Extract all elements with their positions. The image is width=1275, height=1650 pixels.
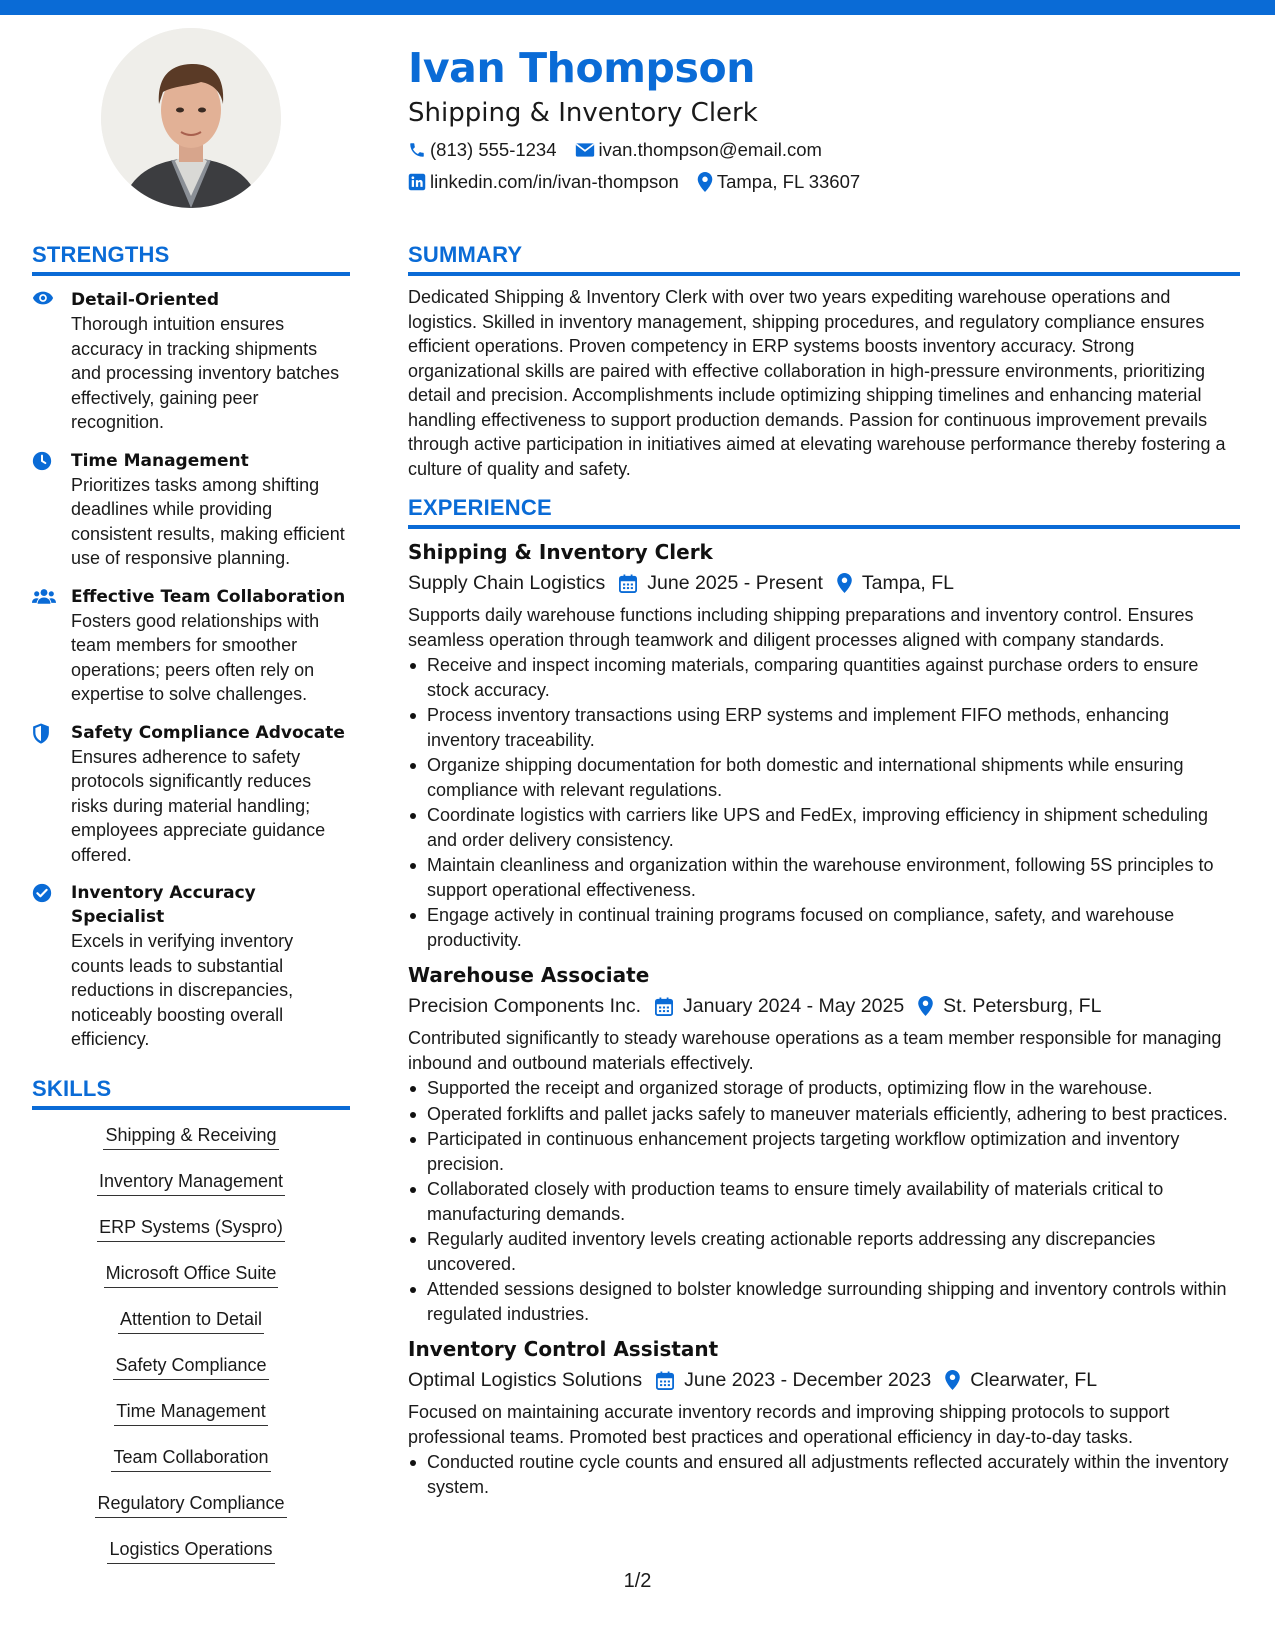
skill-item: Team Collaboration — [111, 1444, 270, 1472]
job-location: Clearwater, FL — [970, 1369, 1098, 1391]
map-pin-icon — [837, 573, 852, 593]
job-location-item — [837, 567, 954, 599]
map-pin-icon — [697, 172, 713, 192]
clock-icon — [32, 451, 52, 471]
strength-item — [32, 449, 350, 571]
map-pin-icon — [945, 1370, 960, 1390]
bullet-item: Regularly audited inventory levels creating actionable reports addressing any discrepancies uncovered. — [408, 1227, 1240, 1276]
job-title: Warehouse Associate — [408, 963, 650, 987]
strength-item — [32, 721, 350, 868]
job-location-item — [918, 990, 1101, 1022]
strength-title: Safety Compliance Advocate — [71, 722, 345, 743]
skill-item: ERP Systems (Syspro) — [97, 1214, 285, 1242]
strength-item — [32, 288, 350, 435]
candidate-title: Shipping & Inventory Clerk — [408, 98, 758, 128]
bullet-item: Conducted routine cycle counts and ensured all adjustments reflected accurately within the inventory system. — [408, 1450, 1240, 1499]
dates-item — [656, 1364, 931, 1396]
strength-desc: Ensures adherence to safety protocols significantly reduces risks during material handling; employees appreciate guidance offered. — [71, 746, 326, 865]
job-title: Inventory Control Assistant — [408, 1337, 719, 1361]
skill-item: Microsoft Office Suite — [104, 1260, 279, 1288]
strengths-heading: STRENGTHS — [32, 240, 350, 276]
top-accent-bar — [0, 0, 1275, 15]
experience-heading: EXPERIENCE — [408, 493, 1240, 529]
linkedin-icon — [408, 173, 426, 191]
calendar-icon — [655, 997, 673, 1016]
phone-item — [408, 139, 557, 161]
phone-icon — [408, 141, 426, 159]
job-entry — [408, 1334, 1240, 1499]
candidate-name: Ivan Thompson — [408, 44, 756, 92]
summary-heading: SUMMARY — [408, 240, 1240, 276]
job-entry — [408, 537, 1240, 952]
strength-item — [32, 585, 350, 707]
dates-item — [619, 567, 823, 599]
bullet-item: Maintain cleanliness and organization within the warehouse environment, following 5S principles to support operational effectiveness. — [408, 853, 1240, 902]
bullet-item: Process inventory transactions using ERP systems and implement FIFO methods, enhancing inventory traceability. — [408, 703, 1240, 752]
location-text: Tampa, FL 33607 — [716, 171, 861, 192]
map-pin-icon — [918, 996, 933, 1016]
calendar-icon — [656, 1371, 674, 1390]
job-bullets — [408, 1076, 1240, 1326]
shield-icon — [32, 723, 50, 744]
job-dates: June 2025 - Present — [647, 572, 823, 594]
skill-item: Time Management — [114, 1398, 267, 1426]
contact-row-2 — [408, 166, 1238, 198]
skill-item: Shipping & Receiving — [103, 1122, 278, 1150]
job-meta — [408, 567, 1240, 599]
bullet-item: Collaborated closely with production teams to ensure timely availability of materials critical to manufacturing demands. — [408, 1177, 1240, 1226]
page-number: 1/2 — [623, 1570, 652, 1592]
skill-item: Attention to Detail — [118, 1306, 264, 1334]
linkedin-item[interactable] — [408, 171, 679, 193]
envelope-icon — [575, 142, 595, 158]
job-description: Supports daily warehouse functions including shipping preparations and inventory control. Ensures seamless operation through teamwork and diligent processes aligned with company standards. — [408, 605, 1194, 650]
company-name: Supply Chain Logistics — [408, 572, 606, 594]
job-dates: January 2024 - May 2025 — [683, 995, 905, 1017]
strength-item — [32, 881, 350, 1052]
bullet-item: Coordinate logistics with carriers like UPS and FedEx, improving efficiency in shipment scheduling and order delivery consistency. — [408, 803, 1240, 852]
location-item — [697, 171, 860, 193]
strength-title: Effective Team Collaboration — [71, 586, 346, 607]
dates-item — [655, 990, 904, 1022]
right-column — [408, 240, 1240, 1500]
check-circle-icon — [32, 883, 52, 903]
strength-desc: Excels in verifying inventory counts leads to substantial reductions in discrepancies, noticeably boosting overall efficiency. — [71, 931, 294, 1049]
contact-row-1 — [408, 134, 1238, 166]
job-dates: June 2023 - December 2023 — [684, 1369, 932, 1391]
bullet-item: Organize shipping documentation for both domestic and international shipments while ensuring compliance with relevant regulations. — [408, 753, 1240, 802]
linkedin-text[interactable]: linkedin.com/in/ivan-thompson — [430, 171, 679, 192]
job-meta — [408, 990, 1240, 1022]
bullet-item: Participated in continuous enhancement projects targeting workflow optimization and inventory precision. — [408, 1127, 1240, 1176]
skill-item: Inventory Management — [97, 1168, 285, 1196]
skill-item: Safety Compliance — [113, 1352, 268, 1380]
job-location-item — [945, 1364, 1097, 1396]
company-item — [408, 1364, 642, 1396]
phone-text: (813) 555-1234 — [430, 139, 557, 160]
skills-heading: SKILLS — [32, 1074, 350, 1110]
eye-icon — [32, 290, 54, 306]
strengths-list — [32, 288, 350, 1052]
bullet-item: Operated forklifts and pallet jacks safely to maneuver materials efficiently, adhering to best practices. — [408, 1102, 1240, 1127]
company-name: Precision Components Inc. — [408, 995, 642, 1017]
strength-title: Detail-Oriented — [71, 290, 220, 310]
calendar-icon — [619, 574, 637, 593]
strength-desc: Fosters good relationships with team members for smoother operations; peers often rely on expertise to solve challenges. — [71, 610, 320, 704]
summary-text: Dedicated Shipping & Inventory Clerk with over two years expediting warehouse operations and logistics. Skilled in inventory management, shipping procedures, and regulatory compliance ensures efficient operations. Proven competency in ERP systems boosts inventory accuracy. Strong organizational skills are paired with effective collaboration in high-pressure environments, prioritizing detail and precision. Accomplishments include optimizing shipping timelines and enhancing material handling effectiveness to support production demands. Passion for continuous improvement prevails through active participation in initiatives aimed at elevating warehouse performance thereby fostering a culture of quality and safety. — [408, 287, 1226, 479]
resume-header — [408, 42, 1238, 198]
bullet-item: Engage actively in continual training programs focused on compliance, safety, and warehouse productivity. — [408, 903, 1240, 952]
job-location: St. Petersburg, FL — [943, 995, 1102, 1017]
skills-list — [32, 1122, 350, 1582]
job-title: Shipping & Inventory Clerk — [408, 540, 713, 564]
strength-desc: Prioritizes tasks among shifting deadlines while providing consistent results, making efficient use of responsive planning. — [71, 474, 345, 568]
company-item — [408, 990, 641, 1022]
bullet-item: Receive and inspect incoming materials, comparing quantities against purchase orders to ensure stock accuracy. — [408, 653, 1240, 702]
job-description: Contributed significantly to steady warehouse operations as a team member responsible for managing inbound and outbound materials effectively. — [408, 1028, 1222, 1073]
email-item[interactable] — [575, 139, 822, 161]
job-bullets — [408, 1450, 1240, 1499]
bullet-item: Attended sessions designed to bolster knowledge surrounding shipping and inventory controls within regulated industries. — [408, 1277, 1240, 1326]
skill-item: Regulatory Compliance — [95, 1490, 286, 1518]
users-icon — [32, 587, 56, 605]
left-column — [32, 240, 350, 1582]
skill-item: Logistics Operations — [107, 1536, 274, 1564]
job-location: Tampa, FL — [861, 572, 955, 594]
job-entry — [408, 960, 1240, 1326]
company-name: Optimal Logistics Solutions — [408, 1369, 643, 1391]
profile-photo — [101, 28, 281, 208]
strength-title: Time Management — [71, 450, 249, 471]
job-meta — [408, 1364, 1240, 1396]
bullet-item: Supported the receipt and organized storage of products, optimizing flow in the warehouse. — [408, 1076, 1240, 1101]
strength-desc: Thorough intuition ensures accuracy in tracking shipments and processing inventory batches effectively, gaining peer recognition. — [71, 314, 340, 432]
job-bullets — [408, 653, 1240, 952]
job-description: Focused on maintaining accurate inventory records and improving shipping protocols to support professional teams. Promoted best practices and operational efficiency in day-to-day tasks. — [408, 1402, 1170, 1447]
email-text[interactable]: ivan.thompson@email.com — [598, 139, 822, 160]
company-item — [408, 567, 605, 599]
strength-title: Inventory Accuracy Specialist — [71, 883, 256, 927]
